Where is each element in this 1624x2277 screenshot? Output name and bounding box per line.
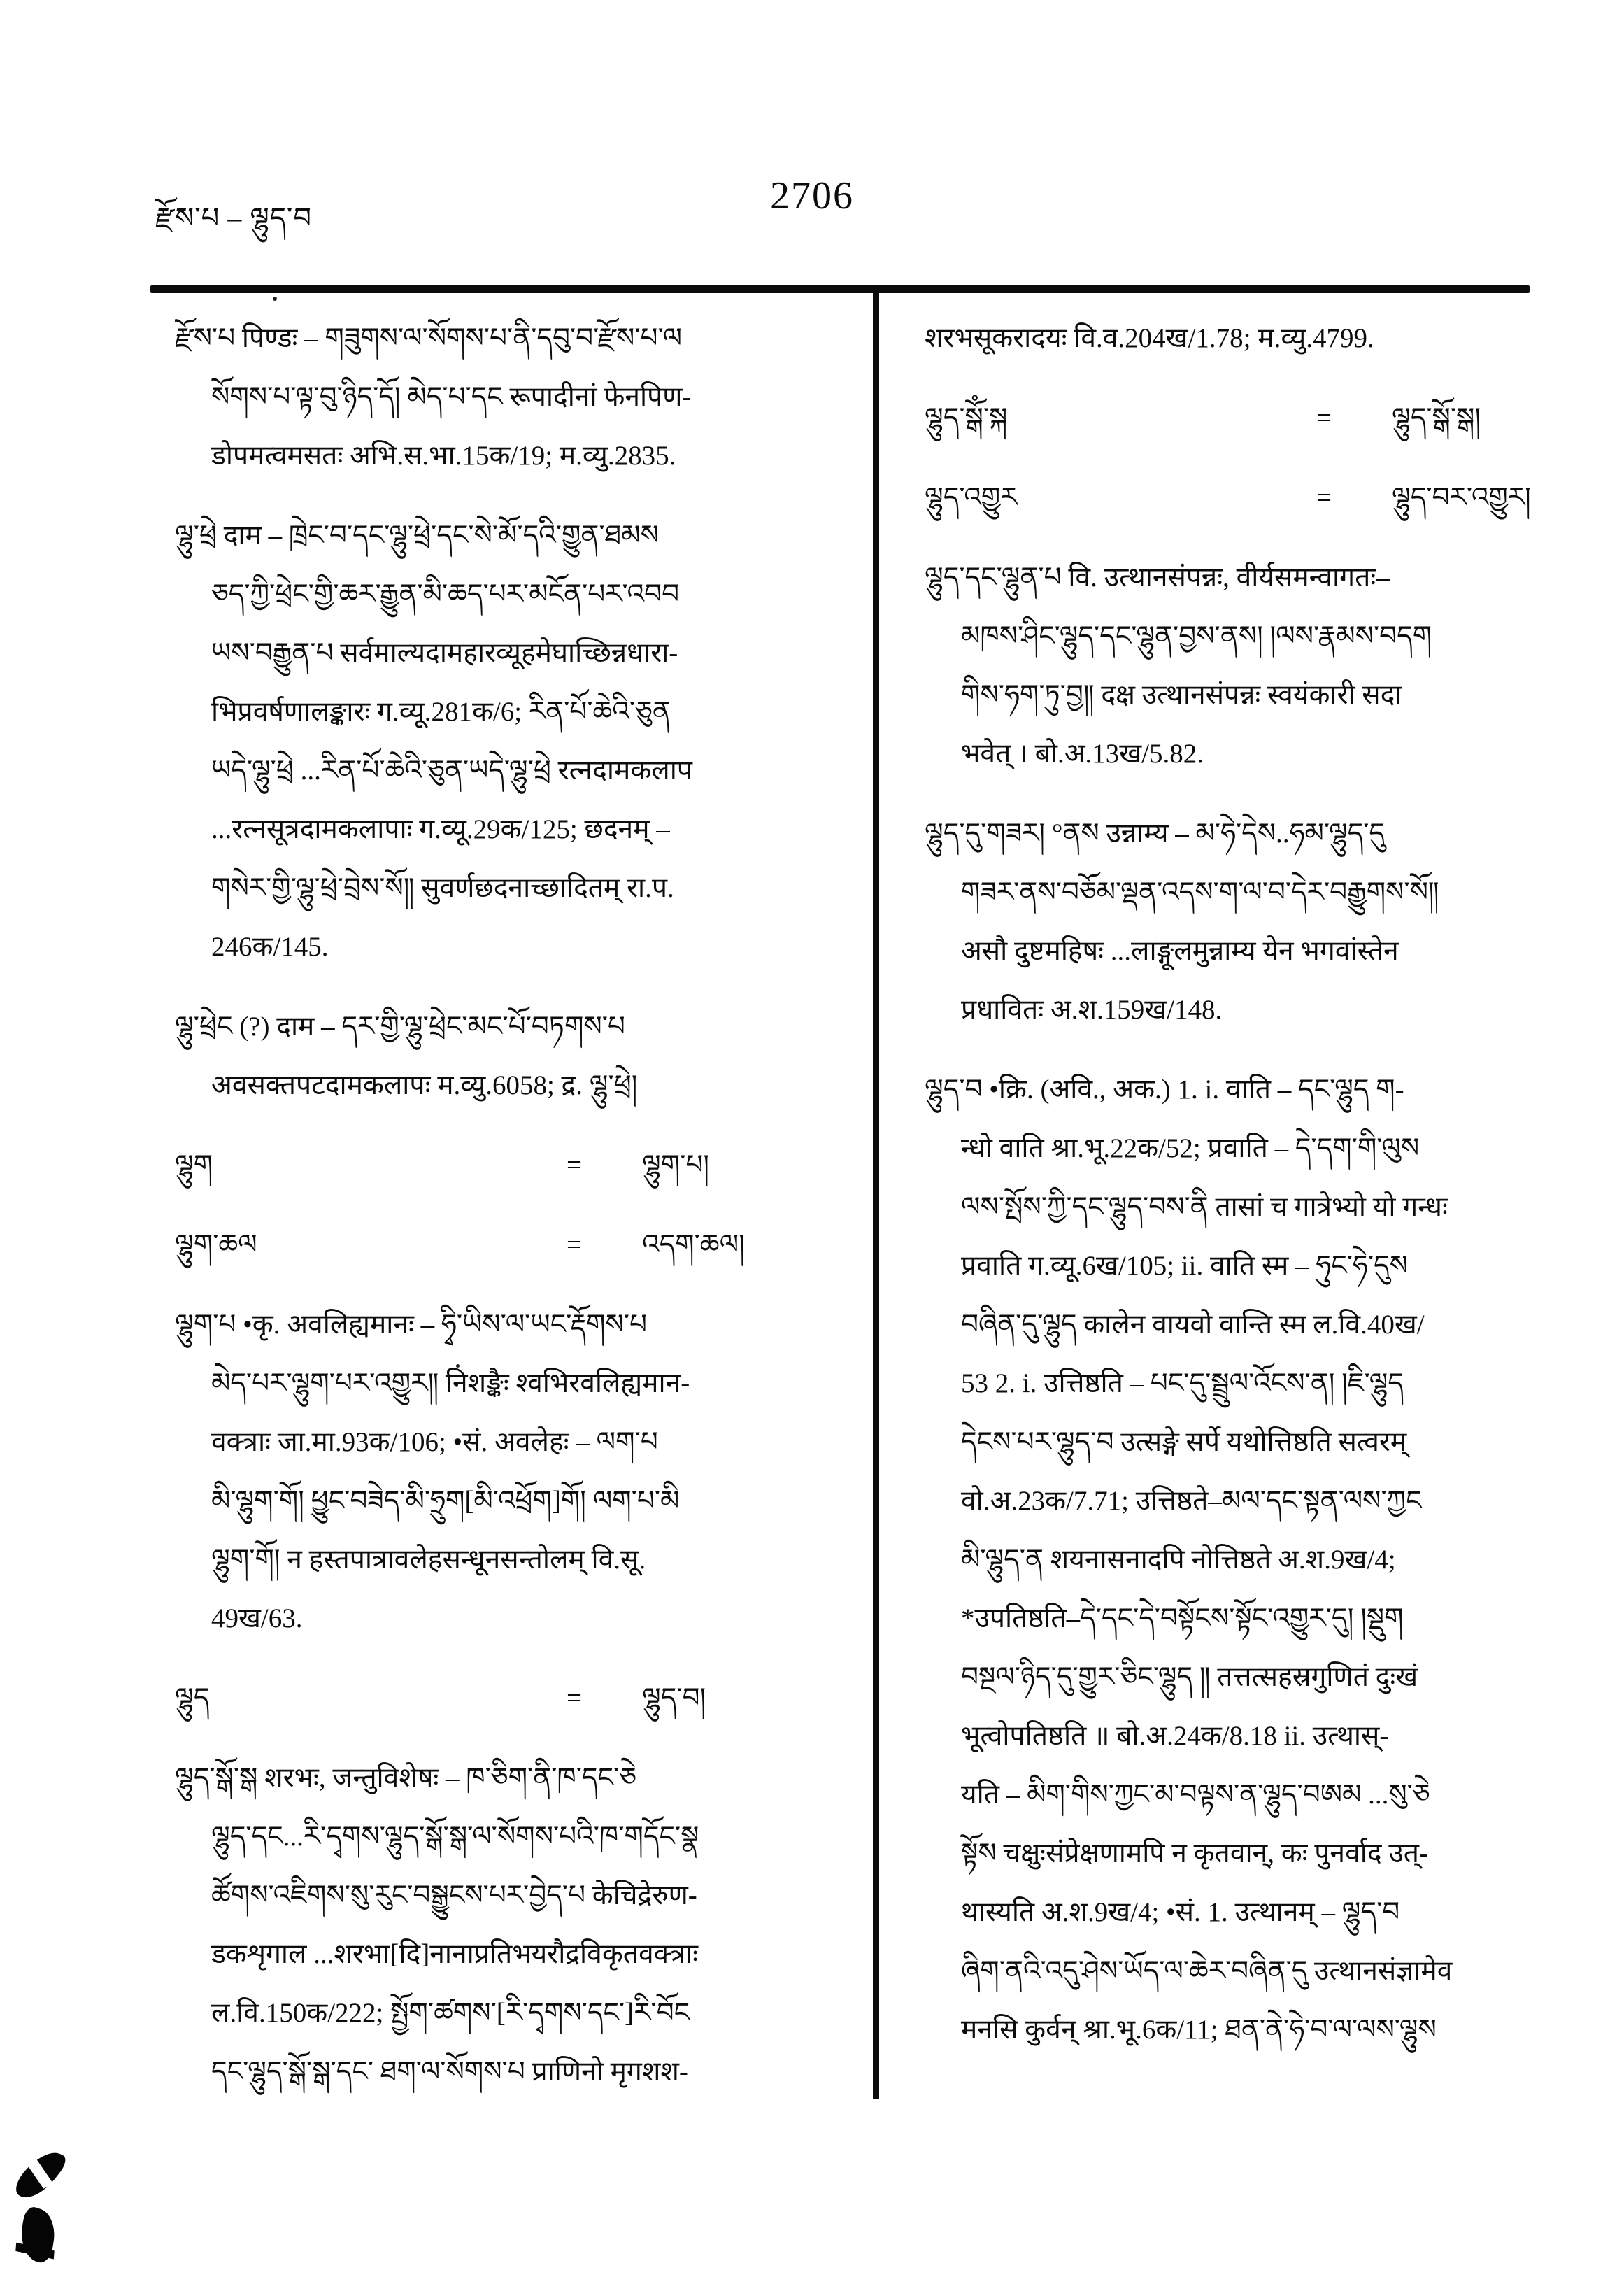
entry-headword-line: ལྷུག་པ •कृ. अवलिह्यमानः – ཧྭི་ཡིས་ལ་ཡང་རྡོགས་པ: [175, 1310, 647, 1340]
entry-line: 49ख/63.: [211, 1603, 303, 1633]
dictionary-entry: [175, 309, 845, 485]
entry-line: प्रवाति ग.व्यू.6ख/105; ii. वाति स्म – ཧུང་ཧེ་དུས: [961, 1251, 1408, 1281]
column-divider-rule: [873, 290, 879, 2099]
ink-smudge: [17, 2204, 59, 2266]
entry-headword-line: ལྷུད་དང་ལྷུན་པ वि. उत्थानसंपन्नः, वीर्यसमन्वागतः–: [925, 562, 1390, 593]
entry-line: डोपमत्वमसतः अभि.स.भा.15क/19; म.व्यु.2835.: [211, 441, 676, 471]
entry-line: 53 2. i. उत्तिष्ठति – པང་དུ་སྦྲུལ་འོངས་ན། །ཇི་ལྷུད: [961, 1368, 1404, 1398]
entry-line: ཡས་བརྒྱུན་པ सर्वमाल्यदामहारव्यूहमेघाच्छिन्नधारा-: [211, 638, 678, 668]
entry-line: प्रधावितः अ.श.159ख/148.: [961, 995, 1223, 1025]
entry-head: ལྷུད་འགྱུར: [925, 483, 1018, 513]
entry-headword-line: ལྷུད་བ •क्रि. (अवि., अक.) 1. i. वाति – དང་ལྷུད ག-: [925, 1074, 1404, 1105]
entry-sign: =: [1316, 483, 1332, 513]
entry-line: ཚོགས་འཇིགས་སུ་རུང་བསྒྱུངས་པར་བྱེད་པ केचिद्रेरुण-: [211, 1880, 697, 1910]
equivalence-entry: [175, 1216, 845, 1275]
entry-headword-line: རྫོས་པ पिण्डः – གཟུགས་ལ་སོགས་པ་ནི་དབུ་བ་རྫོས་པ་ལ: [175, 323, 683, 353]
ink-smudge: [9, 2147, 71, 2203]
dictionary-entry: [925, 804, 1595, 1040]
header-guide-words: རྫོས་པ – ལྷུད་བ: [155, 202, 312, 234]
entry-line: थास्यति अ.श.9ख/4; •सं. 1. उत्थानम् – ལྷུད་བ: [961, 1897, 1400, 1927]
entry-tail: ལྷུད་བ།: [642, 1683, 706, 1713]
entry-headword-line: शरभसूकरादयः वि.व.204ख/1.78; म.व्यु.4799.: [925, 323, 1374, 353]
entry-sign: =: [567, 1683, 582, 1713]
entry-head: ལྷུད: [175, 1683, 210, 1713]
entry-line: སོགས་པ་ལྟ་བུ་ཉིད་དོ། མེད་པ་དང रूपादीनां फेनपिण-: [211, 382, 692, 412]
right-text-column: [925, 309, 1595, 2128]
entry-line: भिप्रवर्षणालङ्कारः ग.व्यू.281क/6; རིན་པོ་ཆེའི་ཅུན: [211, 697, 671, 727]
entry-line: ཞིག་ནའི་འདུ་ཤེས་ཡོད་ལ་ཆེར་བཞིན་དུ उत्थानसंज्ञामेव: [961, 1956, 1453, 1986]
entry-line: न्धो वाति श्रा.भू.22क/52; प्रवाति – དེ་དག་གི་ལུས: [961, 1133, 1420, 1163]
equivalence-entry: [175, 1669, 845, 1728]
entry-line: སྟོས चक्षुःसंप्रेक्षणामपि न कृतवान्, कः पुनर्वाद उत्-: [961, 1838, 1428, 1868]
entry-line: ལས་སྤོས་ཀྱི་དང་ལྷུད་བས་ནི तासां च गात्रेभ्यो यो गन्धः: [961, 1192, 1448, 1222]
entry-line: དང་ལྷུད་སྒོ་སྒ་དང་ ཐག་ལ་སོགས་པ प्राणिनो मृगशश-: [211, 2057, 688, 2087]
entry-line: भूत्वोपतिष्ठति ॥ बो.अ.24क/8.18 ii. उत्थास्-: [961, 1721, 1389, 1751]
entry-sign: =: [1316, 403, 1332, 433]
equivalence-entry: [925, 469, 1595, 527]
entry-line: यति – མིག་གིས་ཀྱང་མ་བལྟས་ན་ལྷུད་བཨམ ...སུ་ཅེ: [961, 1780, 1430, 1810]
entry-line: मनसि कुर्वन् श्रा.भू.6क/11; ཐན་ནེ་ཧེ་བ་ལ་ལས་ལྷུས: [961, 2015, 1437, 2045]
entry-line: གིས་ཧག་ཏུ་བྱ༎ दक्ष उत्थानसंपन्नः स्वयंकारी सदा: [961, 680, 1402, 710]
entry-line: ལྷུག་གོ། न हस्तपात्रावलेहसन्धूनसन्तोलम् वि.सू.: [211, 1545, 646, 1575]
entry-line: མི་ལྷུད་ན शयनासनादपि नोत्तिष्ठते अ.श.9ख/4;: [961, 1545, 1396, 1575]
entry-tail: ལྷུག་པ།: [642, 1150, 710, 1180]
entry-line: डकशृगाल ...शरभा[दि]नानाप्रतिभयरौद्रविकृतवक्त्राः: [211, 1939, 698, 1969]
entry-line: अवसक्तपटदामकलापः म.व्यु.6058; द्र. ལྷུ་ཕྲེ།: [211, 1070, 638, 1100]
entry-tail: འདག་ཆལ།: [642, 1230, 745, 1260]
entry-head: ལྷུག་ཆལ: [175, 1230, 257, 1260]
header-horizontal-rule: [150, 285, 1530, 293]
entry-line: བཞིན་དུ་ལྷུད कालेन वायवो वान्ति स्म ल.वि.40ख/: [961, 1310, 1425, 1340]
dictionary-entry: [175, 1296, 845, 1648]
entry-line: ཅད་ཀྱི་ཕྲེང་གྱི་ཆར་རྒྱུན་མི་ཆད་པར་མངོན་པར་འབབ: [211, 579, 680, 609]
entry-line: ...रत्नसूत्रदामकलापाः ग.व्यू.29क/125; छदनम् –: [211, 814, 670, 844]
dictionary-entry: [175, 998, 845, 1115]
equivalence-entry: [175, 1136, 845, 1195]
dictionary-entry: [175, 1749, 845, 2101]
equivalence-entry: [925, 389, 1595, 448]
entry-line: असौ दुष्टमहिषः ...लाङ्गूलमुन्नाम्य येन भगवांस्तेन: [961, 936, 1399, 966]
entry-line: 246क/145.: [211, 932, 329, 962]
dictionary-entry: [925, 309, 1595, 368]
entry-line: *उपतिष्ठति–དེ་དང་དེ་བསྟོངས་སྟོང་འགྱུར་དུ། །སྡུག: [961, 1603, 1404, 1633]
dictionary-entry: [925, 548, 1595, 783]
dictionary-entry: [175, 506, 845, 977]
dictionary-entry: [925, 1061, 1595, 2059]
left-text-column: [175, 309, 845, 2128]
entry-headword-line: ལྷུད་སྒོ་སྒ शरभः, जन्तुविशेषः – ཁ་ཅིག་ནི་ཁ་དང་ཅེ: [175, 1763, 636, 1793]
entry-sign: =: [567, 1230, 582, 1260]
entry-line: ཡདེ་ལྷུ་ཕྲེ ...རིན་པོ་ཆེའི་ཅུན་ཡདེ་ལྷུ་ཕྲེ रत्नदामकलाप: [211, 756, 692, 786]
entry-headword-line: ལྷུ་ཕྲེང (?) दाम – དར་གྱི་ལྷུ་ཕྲེང་མང་པོ་བཏགས་པ: [175, 1012, 625, 1042]
page-number: 2706: [770, 174, 854, 218]
entry-line: भवेत् । बो.अ.13ख/5.82.: [961, 739, 1204, 769]
entry-head: ལྷུག: [175, 1150, 213, 1180]
entry-tail: ལྷུད་སྒོ་སྒ།: [1392, 403, 1481, 433]
entry-headword-line: ལྷུད་དུ་གཟར། °ནས उन्नाम्य – མ་ཧེ་དེས..ཧམ་ལྷུད་དུ: [925, 818, 1386, 849]
page-header: [0, 173, 1624, 234]
entry-head: ལྷུད་སྒོཾ་སྐ: [925, 403, 1008, 433]
entry-line: གཟར་ནས་བཅོམ་ལྡན་འདས་ག་ལ་བ་དེར་བརྒྱུགས་སོ༎: [961, 877, 1439, 907]
entry-line: མེད་པར་ལྷུག་པར་འགྱུར༎ निशङ्कैः श्वभिरवलिह्यमान-: [211, 1368, 690, 1398]
entry-line: ལྷུད་དང...རི་དྭགས་ལྷུད་སྒོ་སྒ་ལ་སོགས་པའི་ཁ་གདོང་སྣ: [211, 1822, 699, 1852]
entry-line: གསེར་གྱི་ལྷུ་ཕྲེ་བྲེས་སོ༎ सुवर्णछदनाच्छादितम् रा.प.: [211, 873, 674, 903]
entry-tail: ལྷུད་བར་འགྱུར།: [1392, 483, 1531, 513]
entry-line: བསྔལ་ཉིད་དུ་གྱུར་ཅིང་ལྷུད ༎ तत्तत्सहस्रगुणितं दुःखं: [961, 1662, 1418, 1692]
entry-line: དེངས་པར་ལྷུད་བ उत्सङ्गे सर्पे यथोत्तिष्ठति सत्वरम्: [961, 1427, 1407, 1457]
entry-sign: =: [567, 1150, 582, 1180]
entry-line: वो.अ.23क/7.71; उत्तिष्ठते–མལ་དང་སྟན་ལས་ཀྱང: [961, 1486, 1422, 1516]
scan-speck: [273, 297, 277, 301]
entry-line: वक्त्राः जा.मा.93क/106; •सं. अवलेहः – ལག་པ: [211, 1427, 658, 1457]
entry-headword-line: ལྷུ་ཕྲེ दाम – ཁྲེང་བ་དང་ལྷུ་ཕྲེ་དང་སེ་མོ་དའི་གྱུན་ཐམས: [175, 520, 659, 551]
entry-line: ल.वि.150क/222; སྤྱོག་ཚགས་[རི་དྭགས་དང་]རི་བོང: [211, 1998, 690, 2028]
entry-line: མི་ལྷུག་གོ། ཕྱུང་བཟེད་མི་ཧྲུག[མི་འཕྲོག]གོ། ལག་པ་མི: [211, 1486, 680, 1516]
entry-line: མཁས་ཤིང་ལྷུད་དང་ལྷུན་བྱས་ནས། །ལས་རྣམས་བདག: [961, 621, 1432, 651]
scan-speck: [456, 1364, 460, 1368]
